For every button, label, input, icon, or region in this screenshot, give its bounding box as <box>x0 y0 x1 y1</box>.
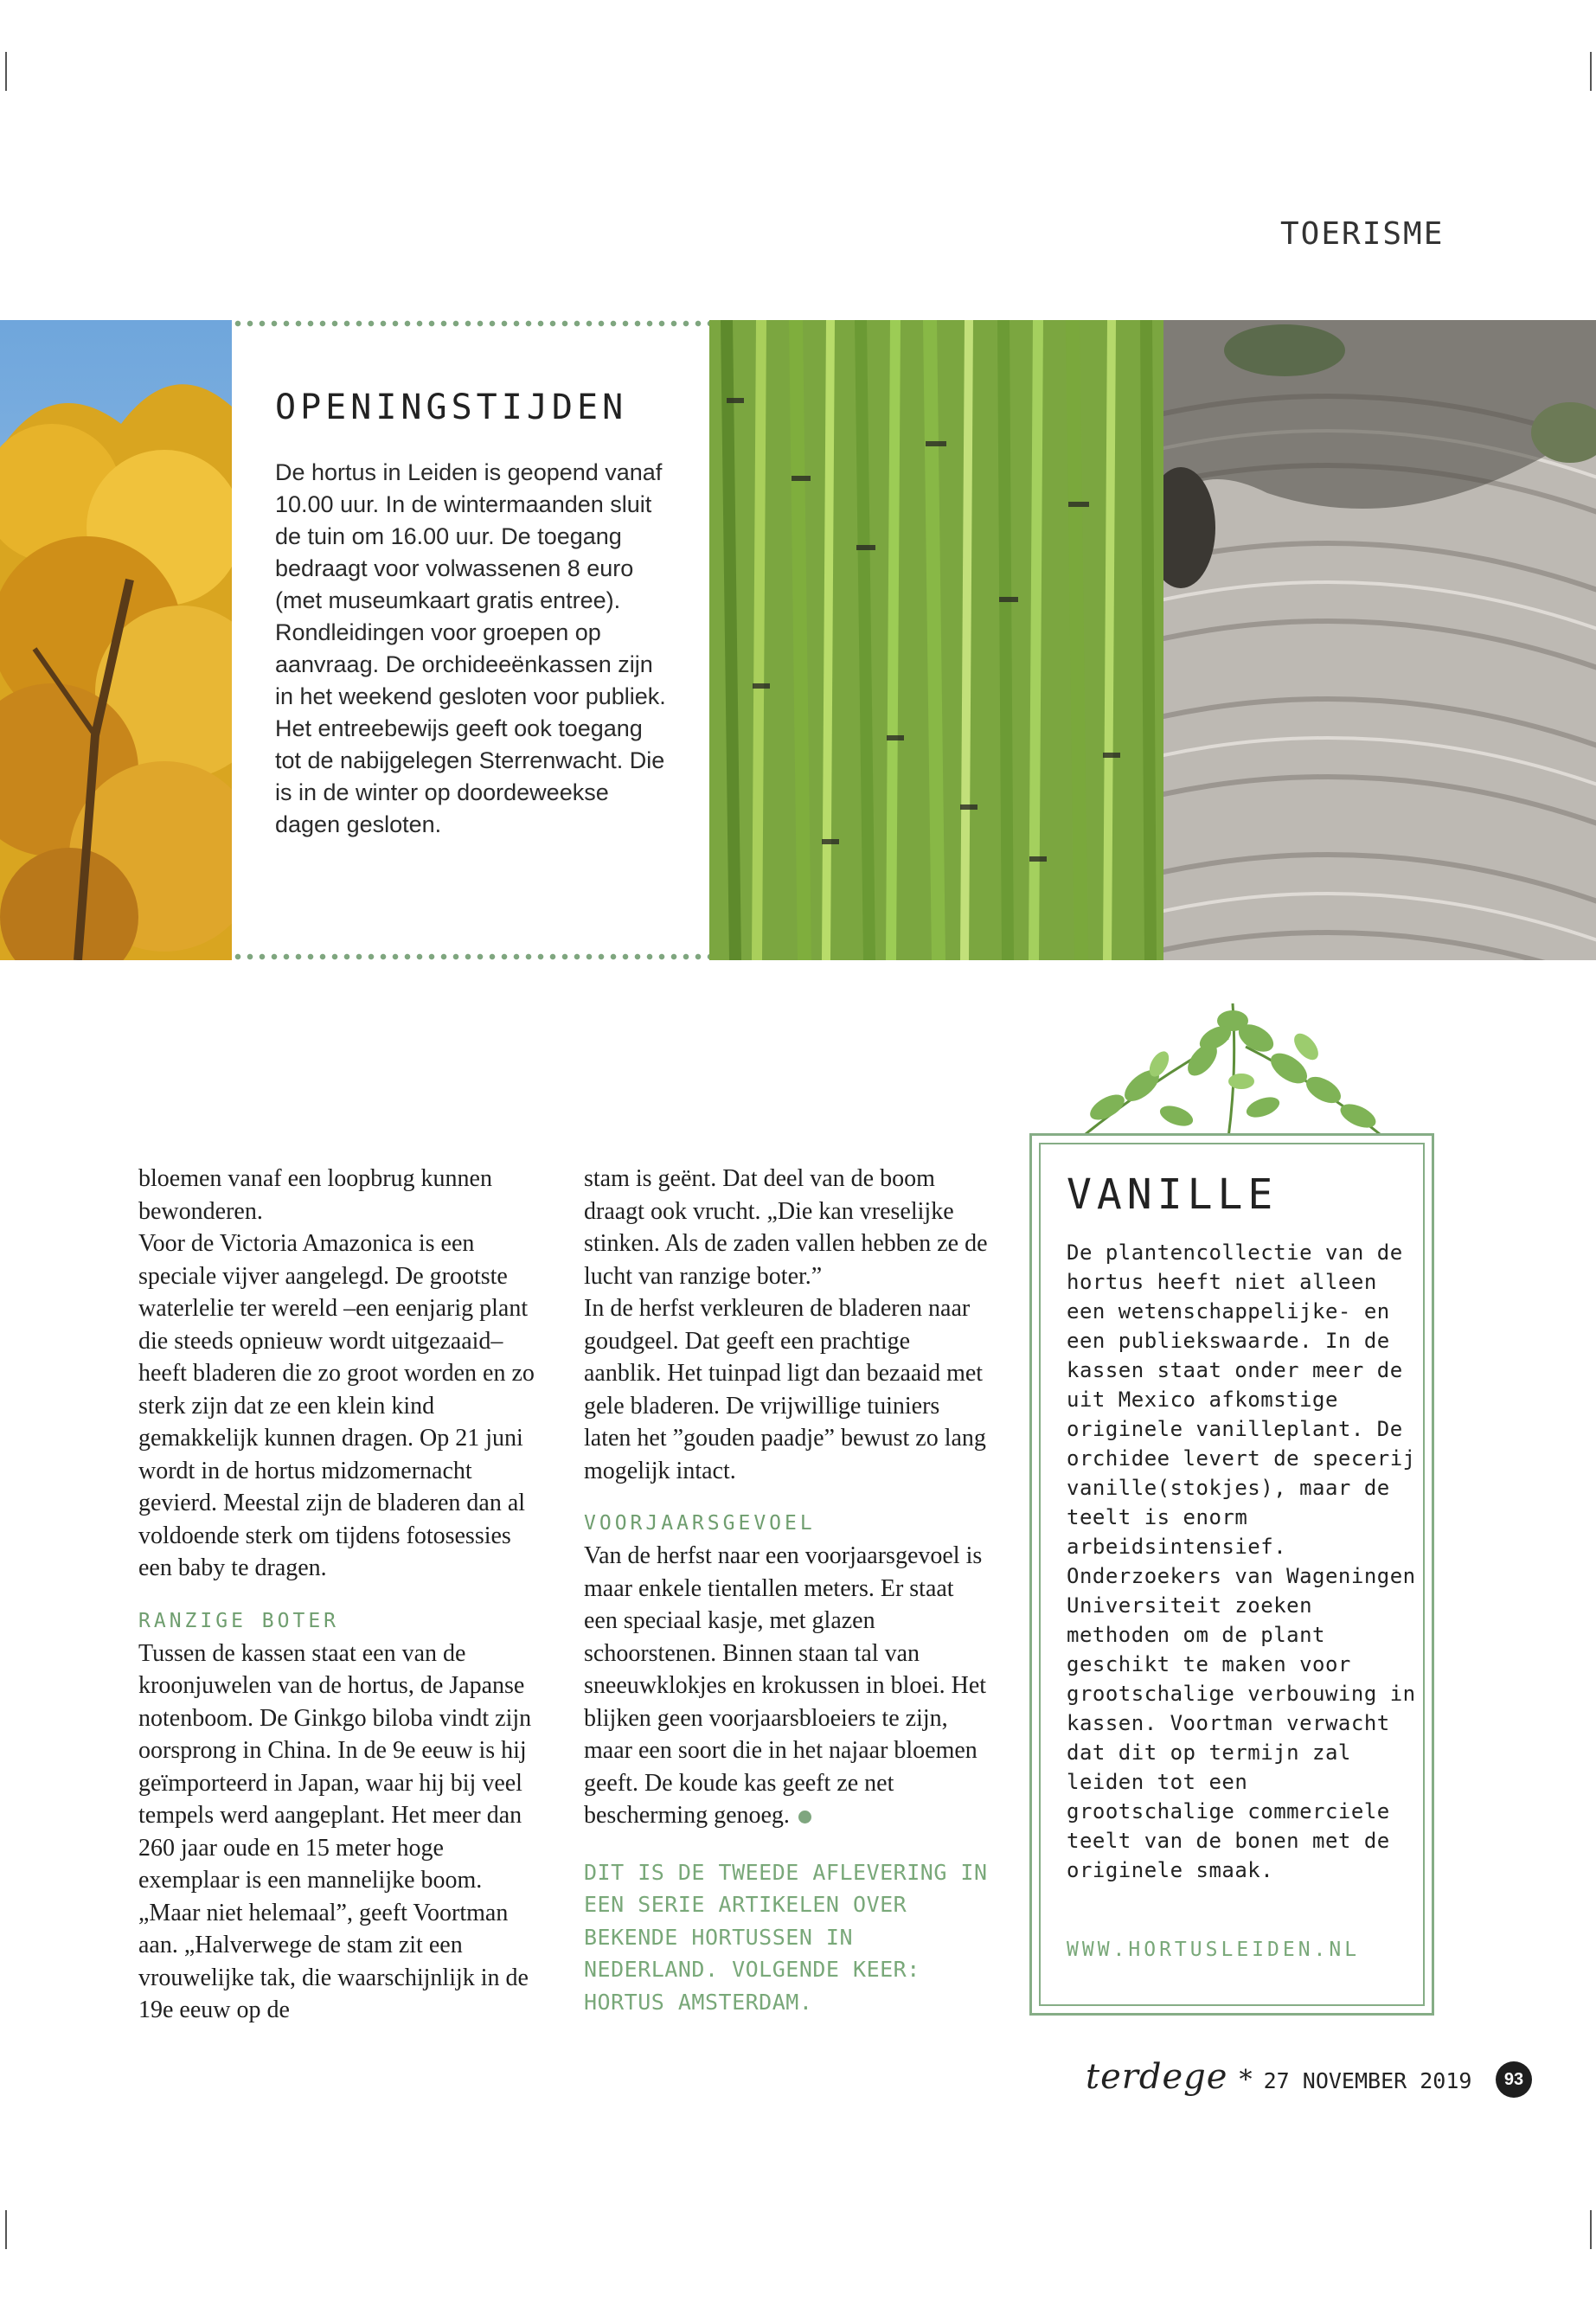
page-footer <box>1086 2057 1471 2097</box>
zen-gravel-garden-photo <box>1163 320 1596 960</box>
dotted-border <box>232 320 709 327</box>
crop-mark <box>5 52 7 91</box>
article-paragraph: In de herfst verkleuren de bladeren naar goudgeel. Dat geeft een prachtige aanblik. Het tuinpad ligt dan bezaaid met gele bladeren. De vrijwillige tuiniers laten het ”gouden paadje” bewust zo lang mogelijk intact. <box>584 1295 986 1484</box>
series-note: DIT IS DE TWEEDE AFLEVERING IN EEN SERIE ARTIKELEN OVER BEKENDE HORTUSSEN IN NEDERLAND. VOLGENDE KEER: HORTUS AMSTERDAM. <box>584 1859 988 2015</box>
page-number: 93 <box>1496 2061 1532 2098</box>
subheading-ranzige-boter: RANZIGE BOTER <box>138 1609 340 1632</box>
article-paragraph: stam is geënt. Dat deel van de boom draagt ook vrucht. „Die kan vreselijke stinken. Als de zaden vallen hebben ze de lucht van ranzige boter.” <box>584 1165 988 1290</box>
magazine-brand: terdege <box>1086 2057 1228 2097</box>
vanille-text: De plantencollectie van de hortus heeft niet alleen een wetenschappelijke- en een publiekswaarde. In de kassen staat onder meer de uit Mexico afkomstige originele vanilleplant. De orchidee levert de specerij vanille(stokjes), maar de teelt is enorm arbeidsintensief. Onderzoekers van Wageningen Universiteit zoeken methoden om de plant geschikt te maken voor grootschalige verbouwing in kassen. Voortman verwacht dat dit op termijn zal leiden tot een grootschalige commerciele teelt van de bonen met de originele smaak. <box>1067 1240 1416 1882</box>
article-paragraph: bloemen vanaf een loopbrug kunnen bewonderen. <box>138 1165 492 1225</box>
crop-mark <box>5 2210 7 2249</box>
vanille-title: VANILLE <box>1067 1170 1279 1219</box>
article-column-1 <box>138 1163 545 2027</box>
website-url: WWW.HORTUSLEIDEN.NL <box>1067 1939 1361 1961</box>
article-paragraph-text: Van de herfst naar een voorjaarsgevoel is maar enkele tientallen meters. Er staat een speciaal kasje, met glazen schoorstenen. Binnen staan tal van sneeuwklokjes en krokussen in bloei. Het blijken geen voorjaarsbloeiers te zijn, maar een soort die in het najaar bloemen geeft. De koude kas geeft ze net bescherming genoeg. <box>584 1542 987 1829</box>
crop-mark <box>1590 2210 1592 2249</box>
article-paragraph <box>584 1540 990 1832</box>
article-column-2 <box>584 1163 990 2018</box>
opening-hours-text: De hortus in Leiden is geopend vanaf 10.00 uur. In de wintermaanden sluit de tuin om 16.00 uur. De toegang bedraagt voor volwassenen 8 euro (met museumkaart gratis entree). Rondleidingen voor groepen op aanvraag. De orchideeënkassen zijn in het weekend gesloten voor publiek. Het entreebewijs geeft ook toegang tot de nabijgelegen Sterrenwacht. Die is in de winter op doordeweekse dagen gesloten. <box>275 459 666 837</box>
section-label: TOERISME <box>1280 216 1445 252</box>
issue-date: 27 NOVEMBER 2019 <box>1263 2068 1472 2093</box>
leaves-illustration <box>1029 986 1436 1142</box>
dotted-border <box>232 953 709 960</box>
article-paragraph: Tussen de kassen staat een van de kroonjuwelen van de hortus, de Japanse notenboom. De Ginkgo biloba vindt zijn oorsprong in China. In de 9e eeuw is hij geïmporteerd in Japan, waar hij bij veel tempels werd aangeplant. Het meer dan 260 jaar oude en 15 meter hoge exemplaar is een mannelijke boom. „Maar niet helemaal”, geeft Voortman aan. „Halverwege de stam zit een vrouwelijke tak, die waarschijnlijk in de 19e eeuw op de <box>138 1639 532 2023</box>
end-mark-dot-icon <box>798 1811 811 1823</box>
subheading-voorjaarsgevoel: VOORJAARSGEVOEL <box>584 1512 816 1535</box>
article-paragraph: Voor de Victoria Amazonica is een speciale vijver aangelegd. De grootste waterlelie ter wereld –een eenjarig plant die steeds opnieuw wordt uitgezaaid– heeft bladeren die zo groot worden en zo sterk zijn dat ze een klein kind gemakkelijk kunnen dragen. Op 21 juni wordt in de hortus midzomernacht gevierd. Meestal zijn de bladeren dan al voldoende sterk om tijdens fotosessies een baby te dragen. <box>138 1230 535 1581</box>
crop-mark <box>1590 52 1592 91</box>
separator-star-icon: * <box>1239 2065 1253 2095</box>
opening-hours-title: OPENINGSTIJDEN <box>275 388 628 427</box>
vanille-sidebar-box <box>1029 1133 1434 2016</box>
horsetail-reeds-photo <box>709 320 1163 960</box>
vanille-inner-border <box>1039 1143 1425 2006</box>
opening-hours-box <box>232 320 709 960</box>
autumn-tree-photo <box>0 320 232 960</box>
